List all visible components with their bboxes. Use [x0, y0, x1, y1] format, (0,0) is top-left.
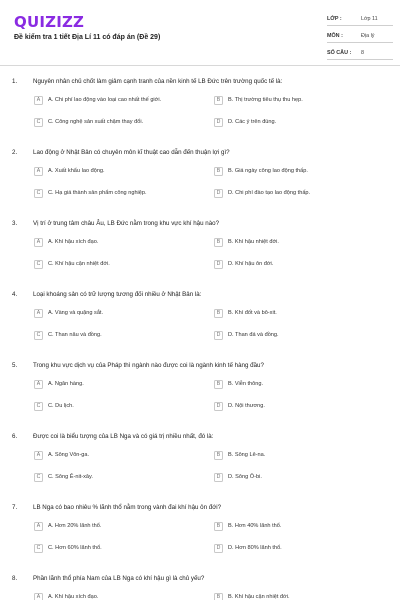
question-text: Trong khu vực dịch vụ của Pháp thì ngành nào được coi là ngành kinh tế hàng đầu?: [33, 362, 264, 369]
option-letter-box: A: [34, 522, 43, 531]
option-letter-box: A: [34, 309, 43, 318]
option-letter-box: C: [34, 118, 43, 127]
answer-option-a[interactable]: [34, 237, 98, 247]
option-letter-box: D: [214, 544, 223, 553]
option-text: C. Hạ giá thành sản phẩm công nghiệp.: [48, 190, 147, 196]
header-divider: [0, 65, 400, 66]
option-letter-box: D: [214, 473, 223, 482]
question-number: 2.: [12, 149, 18, 156]
question-header: [12, 291, 201, 298]
answer-option-a[interactable]: [34, 379, 84, 389]
option-text: A. Khí hậu xích đạo.: [48, 594, 99, 600]
question-item: [0, 575, 400, 600]
answer-option-c[interactable]: [34, 117, 143, 127]
option-letter-box: B: [214, 380, 223, 389]
meta-row-class: [327, 12, 393, 26]
answer-option-a[interactable]: [34, 166, 105, 176]
question-text: Vị trí ở trung tâm châu Âu, LB Đức nằm trong khu vực khí hậu nào?: [33, 220, 220, 227]
option-text: D. Sông Ô-bi.: [228, 474, 262, 480]
option-text: B. Viễn thông.: [228, 381, 264, 387]
question-header: [12, 433, 213, 440]
option-text: B. Thị trường tiêu thụ thu hẹp.: [228, 97, 303, 103]
question-header: [12, 575, 204, 582]
question-header: [12, 220, 219, 227]
option-text: C. Hơn 60% lãnh thổ.: [48, 545, 102, 551]
answer-option-a[interactable]: [34, 95, 161, 105]
answer-option-a[interactable]: [34, 592, 98, 600]
answer-option-a[interactable]: [34, 308, 103, 318]
meta-key: SỐ CÂU :: [327, 49, 352, 56]
option-text: A. Vàng và quặng sắt.: [48, 310, 104, 316]
option-letter-box: A: [34, 96, 43, 105]
option-letter-box: C: [34, 402, 43, 411]
option-text: C. Khí hậu cận nhiệt đới.: [48, 261, 110, 267]
option-letter-box: D: [214, 402, 223, 411]
question-text: Phần lãnh thổ phía Nam của LB Nga có khí hậu gì là chủ yếu?: [33, 575, 205, 582]
question-header: [12, 362, 264, 369]
meta-row-subject: [327, 29, 393, 43]
question-number: 6.: [12, 433, 18, 440]
option-letter-box: C: [34, 473, 43, 482]
option-letter-box: C: [34, 331, 43, 340]
answer-option-c[interactable]: [34, 330, 102, 340]
answer-option-a[interactable]: [34, 521, 101, 531]
question-number: 8.: [12, 575, 18, 582]
option-text: C. Công nghệ sản xuất chậm thay đổi.: [48, 119, 144, 125]
question-number: 4.: [12, 291, 18, 298]
option-text: D. Nội thương.: [228, 403, 265, 409]
option-letter-box: D: [214, 331, 223, 340]
answer-option-d[interactable]: [214, 401, 265, 411]
question-number: 3.: [12, 220, 18, 227]
question-number: 5.: [12, 362, 18, 369]
option-text: B. Giá ngày công lao động thấp.: [228, 168, 308, 174]
answer-option-c[interactable]: [34, 401, 74, 411]
option-letter-box: B: [214, 522, 223, 531]
question-header: [12, 78, 282, 85]
option-letter-box: C: [34, 189, 43, 198]
answer-option-b[interactable]: [214, 308, 277, 318]
answer-option-a[interactable]: [34, 450, 89, 460]
option-letter-box: B: [214, 238, 223, 247]
question-item: [0, 362, 400, 433]
option-letter-box: C: [34, 260, 43, 269]
question-item: [0, 149, 400, 220]
option-text: D. Hơn 80% lãnh thổ.: [228, 545, 282, 551]
option-text: A. Hơn 20% lãnh thổ.: [48, 523, 102, 529]
option-letter-box: A: [34, 451, 43, 460]
worksheet-title: Đề kiểm tra 1 tiết Địa Lí 11 có đáp án (Đề 29): [14, 34, 161, 41]
meta-value: 8: [361, 49, 364, 56]
option-letter-box: A: [34, 238, 43, 247]
answer-option-c[interactable]: [34, 259, 110, 269]
option-letter-box: B: [214, 451, 223, 460]
answer-option-c[interactable]: [34, 543, 102, 553]
answer-option-b[interactable]: [214, 379, 263, 389]
option-letter-box: C: [34, 544, 43, 553]
option-text: C. Du lịch.: [48, 403, 74, 409]
worksheet-header: [0, 0, 400, 62]
answer-option-d[interactable]: [214, 259, 273, 269]
meta-key: LỚP :: [327, 15, 342, 22]
question-list: [0, 78, 400, 600]
option-letter-box: B: [214, 96, 223, 105]
answer-option-c[interactable]: [34, 472, 93, 482]
meta-row-count: [327, 46, 393, 60]
option-letter-box: B: [214, 167, 223, 176]
option-text: D. Các ý trên đúng.: [228, 119, 277, 125]
option-letter-box: A: [34, 380, 43, 389]
answer-option-d[interactable]: [214, 330, 279, 340]
question-text: Lao động ở Nhật Bản có chuyên môn kĩ thuật cao dẫn đến thuận lợi gì?: [33, 149, 230, 156]
meta-value: Địa lý: [361, 32, 375, 39]
question-header: [12, 149, 230, 156]
option-text: B. Khí hậu cận nhiệt đới.: [228, 594, 290, 600]
question-item: [0, 78, 400, 149]
answer-option-b[interactable]: [214, 237, 279, 247]
option-text: A. Chi phí lao động vào loại cao nhất thế giới.: [48, 97, 162, 103]
question-number: 1.: [12, 78, 18, 85]
answer-option-d[interactable]: [214, 117, 276, 127]
option-text: A. Sông Vôn-ga.: [48, 452, 90, 458]
option-text: C. Sông Ê-nit-xây.: [48, 474, 93, 480]
option-letter-box: D: [214, 260, 223, 269]
answer-option-d[interactable]: [214, 472, 262, 482]
option-letter-box: A: [34, 593, 43, 600]
option-text: B. Hơn 40% lãnh thổ.: [228, 523, 282, 529]
answer-option-c[interactable]: [34, 188, 147, 198]
question-text: Nguyên nhân chủ chốt làm giảm cạnh tranh của nền kinh tế LB Đức trên trường quốc tế là:: [33, 78, 283, 85]
meta-key: MÔN :: [327, 32, 343, 39]
answer-option-d[interactable]: [214, 188, 310, 198]
option-text: A. Ngân hàng.: [48, 381, 84, 387]
answer-option-b[interactable]: [214, 592, 290, 600]
question-item: [0, 504, 400, 575]
meta-value: Lớp 11: [361, 15, 378, 22]
answer-option-b[interactable]: [214, 95, 303, 105]
question-text: LB Nga có bao nhiêu % lãnh thổ nằm trong vành đai khí hậu ôn đới?: [33, 504, 222, 511]
question-text: Được coi là biểu tượng của LB Nga và có giá trị nhiều nhất, đó là:: [33, 433, 214, 440]
worksheet-meta: [327, 12, 393, 63]
answer-option-b[interactable]: [214, 166, 308, 176]
option-letter-box: A: [34, 167, 43, 176]
option-text: D. Than đá và đồng.: [228, 332, 279, 338]
option-letter-box: B: [214, 309, 223, 318]
option-text: C. Than nâu và đồng.: [48, 332, 102, 338]
option-letter-box: D: [214, 189, 223, 198]
answer-option-d[interactable]: [214, 543, 282, 553]
option-text: D. Chi phí đào tạo lao động thấp.: [228, 190, 311, 196]
option-text: D. Khí hậu ôn đới.: [228, 261, 274, 267]
question-number: 7.: [12, 504, 18, 511]
answer-option-b[interactable]: [214, 521, 281, 531]
option-text: A. Xuất khẩu lao động.: [48, 168, 105, 174]
question-item: [0, 433, 400, 504]
question-item: [0, 291, 400, 362]
option-text: B. Sông Lê-na.: [228, 452, 266, 458]
question-item: [0, 220, 400, 291]
answer-option-b[interactable]: [214, 450, 265, 460]
option-text: B. Khí hậu nhiệt đới.: [228, 239, 279, 245]
question-header: [12, 504, 221, 511]
option-letter-box: D: [214, 118, 223, 127]
question-text: Loại khoáng sản có trữ lượng tương đối nhiều ở Nhật Bản là:: [33, 291, 202, 298]
quizizz-logo: QUIZIZZ: [14, 13, 85, 31]
option-letter-box: B: [214, 593, 223, 600]
option-text: A. Khí hậu xích đạo.: [48, 239, 99, 245]
option-text: B. Khí đốt và bô-xit.: [228, 310, 277, 316]
